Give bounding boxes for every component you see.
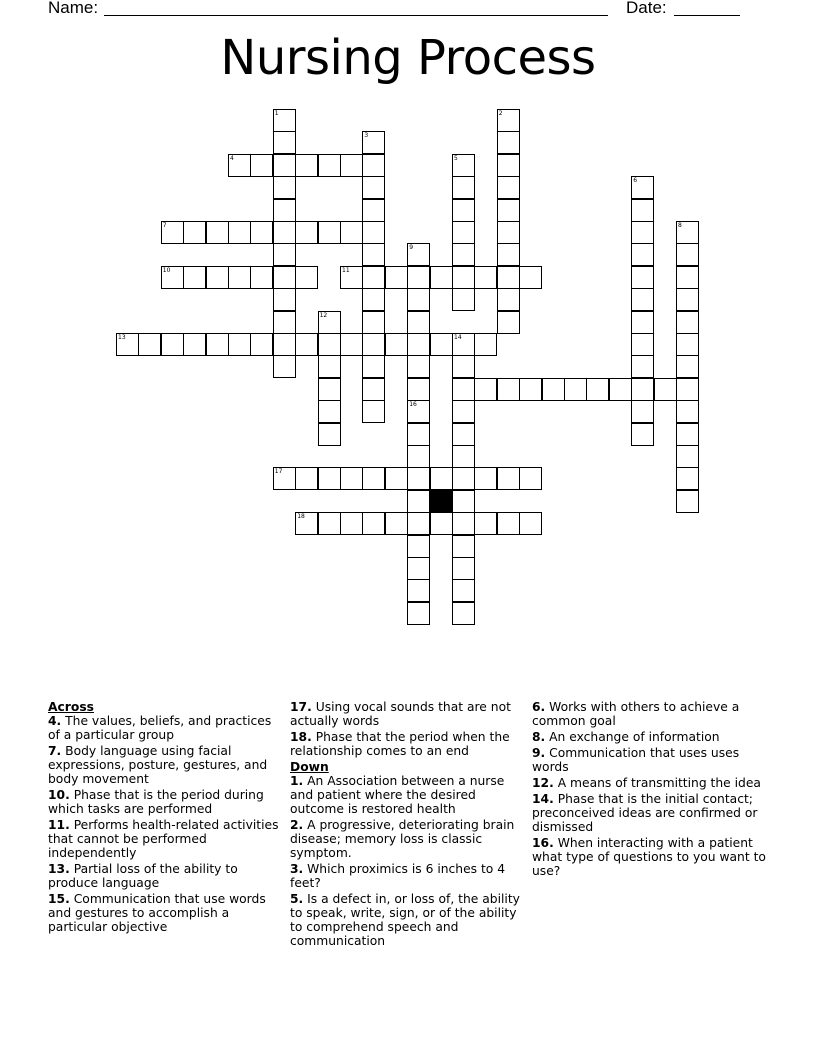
grid-cell[interactable] bbox=[407, 266, 430, 289]
grid-cell[interactable] bbox=[407, 288, 430, 311]
grid-cell[interactable] bbox=[340, 467, 363, 490]
grid-cell[interactable] bbox=[318, 221, 341, 244]
grid-cell[interactable] bbox=[474, 333, 497, 356]
grid-cell[interactable] bbox=[183, 221, 206, 244]
grid-cell[interactable] bbox=[228, 266, 251, 289]
grid-cell[interactable] bbox=[497, 176, 520, 199]
grid-cell[interactable] bbox=[385, 512, 408, 535]
grid-cell[interactable] bbox=[206, 266, 229, 289]
grid-cell[interactable] bbox=[273, 333, 296, 356]
grid-cell[interactable] bbox=[273, 243, 296, 266]
clue-number: 13 bbox=[118, 334, 126, 341]
grid-cell[interactable] bbox=[273, 288, 296, 311]
grid-cell[interactable] bbox=[654, 378, 677, 401]
down-clue bbox=[532, 746, 768, 774]
grid-cell[interactable] bbox=[206, 221, 229, 244]
grid-cell[interactable] bbox=[497, 266, 520, 289]
down-heading: Down bbox=[290, 760, 329, 774]
grid-cell[interactable] bbox=[497, 311, 520, 334]
grid-cell[interactable] bbox=[430, 266, 453, 289]
grid-cell[interactable] bbox=[452, 355, 475, 378]
clue-number: 16. bbox=[532, 836, 554, 850]
grid-cell[interactable] bbox=[407, 243, 430, 266]
grid-cell[interactable] bbox=[362, 378, 385, 401]
grid-cell[interactable] bbox=[407, 378, 430, 401]
grid-cell[interactable] bbox=[497, 154, 520, 177]
grid-cell[interactable] bbox=[273, 266, 296, 289]
clue-text: Phase that is the initial contact; preconceived ideas are confirmed or dismissed bbox=[532, 792, 758, 834]
down-clue bbox=[290, 774, 526, 816]
grid-cell[interactable] bbox=[318, 154, 341, 177]
grid-cell[interactable] bbox=[183, 333, 206, 356]
grid-cell[interactable] bbox=[497, 199, 520, 222]
grid-cell[interactable] bbox=[318, 423, 341, 446]
grid-cell[interactable] bbox=[676, 311, 699, 334]
grid-cell[interactable] bbox=[407, 333, 430, 356]
grid-cell[interactable] bbox=[452, 557, 475, 580]
grid-cell[interactable] bbox=[407, 535, 430, 558]
grid-cell[interactable] bbox=[273, 109, 296, 132]
grid-cell[interactable] bbox=[631, 423, 654, 446]
grid-cell[interactable] bbox=[340, 512, 363, 535]
grid-cell[interactable] bbox=[362, 176, 385, 199]
grid-cell[interactable] bbox=[318, 333, 341, 356]
grid-cell[interactable] bbox=[385, 467, 408, 490]
clues-column-3 bbox=[532, 700, 768, 880]
across-clue bbox=[48, 862, 284, 890]
clue-number: 11. bbox=[48, 818, 70, 832]
grid-cell[interactable] bbox=[430, 467, 453, 490]
grid-cell[interactable] bbox=[228, 154, 251, 177]
date-label: Date: bbox=[626, 0, 667, 17]
grid-cell[interactable] bbox=[250, 221, 273, 244]
grid-cell[interactable] bbox=[161, 221, 184, 244]
grid-cell[interactable] bbox=[273, 467, 296, 490]
clue-number: 9. bbox=[532, 746, 546, 760]
grid-cell[interactable] bbox=[362, 199, 385, 222]
grid-cell[interactable] bbox=[228, 221, 251, 244]
grid-cell[interactable] bbox=[273, 355, 296, 378]
grid-cell[interactable] bbox=[631, 355, 654, 378]
grid-cell[interactable] bbox=[407, 400, 430, 423]
grid-cell[interactable] bbox=[676, 378, 699, 401]
grid-cell[interactable] bbox=[273, 131, 296, 154]
grid-cell[interactable] bbox=[206, 333, 229, 356]
grid-cell[interactable] bbox=[362, 355, 385, 378]
clue-number: 14 bbox=[454, 334, 462, 341]
grid-cell[interactable] bbox=[452, 266, 475, 289]
clue-text: Communication that uses uses words bbox=[532, 746, 740, 774]
clue-number: 9 bbox=[409, 244, 414, 252]
grid-cell[interactable] bbox=[295, 333, 318, 356]
grid-cell[interactable] bbox=[295, 512, 318, 535]
grid-cell[interactable] bbox=[497, 243, 520, 266]
across-clue bbox=[48, 714, 284, 742]
down-clue bbox=[532, 730, 768, 744]
grid-cell[interactable] bbox=[295, 221, 318, 244]
grid-cell[interactable] bbox=[609, 378, 632, 401]
clues-column-1 bbox=[48, 700, 284, 936]
grid-cell[interactable] bbox=[631, 176, 654, 199]
grid-cell[interactable] bbox=[452, 154, 475, 177]
grid-cell[interactable] bbox=[631, 311, 654, 334]
grid-cell[interactable] bbox=[161, 266, 184, 289]
grid-cell[interactable] bbox=[407, 445, 430, 468]
grid-cell[interactable] bbox=[452, 423, 475, 446]
across-clue bbox=[48, 892, 284, 934]
grid-cell[interactable] bbox=[452, 243, 475, 266]
grid-cell[interactable] bbox=[407, 557, 430, 580]
grid-cell[interactable] bbox=[474, 512, 497, 535]
grid-cell[interactable] bbox=[295, 154, 318, 177]
grid-cell[interactable] bbox=[362, 400, 385, 423]
grid-cell[interactable] bbox=[228, 333, 251, 356]
down-clue bbox=[290, 892, 526, 948]
grid-cell[interactable] bbox=[676, 243, 699, 266]
name-label: Name: bbox=[48, 0, 99, 17]
clue-text: An exchange of information bbox=[545, 730, 720, 744]
grid-cell[interactable] bbox=[362, 333, 385, 356]
clue-number: 18 bbox=[297, 513, 305, 521]
grid-cell[interactable] bbox=[519, 378, 542, 401]
grid-cell[interactable] bbox=[676, 266, 699, 289]
grid-cell[interactable] bbox=[452, 467, 475, 490]
clue-number: 8 bbox=[678, 222, 682, 229]
grid-cell[interactable] bbox=[519, 467, 542, 490]
grid-cell[interactable] bbox=[497, 109, 520, 132]
grid-cell[interactable] bbox=[497, 131, 520, 154]
clue-number: 6 bbox=[633, 177, 638, 185]
clue-text: A means of transmitting the idea bbox=[553, 776, 761, 790]
grid-cell[interactable] bbox=[452, 378, 475, 401]
grid-cell[interactable] bbox=[362, 266, 385, 289]
grid-cell[interactable] bbox=[452, 288, 475, 311]
clue-number: 1. bbox=[290, 774, 304, 788]
grid-cell[interactable] bbox=[631, 400, 654, 423]
clue-number: 6. bbox=[532, 700, 546, 714]
clue-number: 7 bbox=[162, 222, 167, 229]
clue-number: 17. bbox=[290, 700, 312, 714]
clue-text: Body language using facial expressions, posture, gestures, and body movement bbox=[48, 744, 268, 786]
grid-cell[interactable] bbox=[273, 221, 296, 244]
grid-cell[interactable] bbox=[273, 199, 296, 222]
grid-cell[interactable] bbox=[452, 199, 475, 222]
grid-cell[interactable] bbox=[161, 333, 184, 356]
grid-cell[interactable] bbox=[631, 243, 654, 266]
grid-cell[interactable] bbox=[318, 355, 341, 378]
grid-cell[interactable] bbox=[497, 378, 520, 401]
down-clue bbox=[532, 700, 768, 728]
down-clue bbox=[532, 776, 768, 790]
grid-cell[interactable] bbox=[497, 467, 520, 490]
grid-cell[interactable] bbox=[138, 333, 161, 356]
grid-cell[interactable] bbox=[497, 288, 520, 311]
across-clue bbox=[290, 730, 526, 758]
grid-cell[interactable] bbox=[318, 378, 341, 401]
grid-cell[interactable] bbox=[452, 512, 475, 535]
grid-cell[interactable] bbox=[452, 333, 475, 356]
grid-cell[interactable] bbox=[452, 490, 475, 513]
grid-cell[interactable] bbox=[362, 221, 385, 244]
grid-cell[interactable] bbox=[295, 266, 318, 289]
grid-cell[interactable] bbox=[273, 311, 296, 334]
grid-cell[interactable] bbox=[452, 176, 475, 199]
clue-number: 3 bbox=[364, 132, 369, 140]
clue-number: 3. bbox=[290, 862, 304, 876]
grid-cell[interactable] bbox=[407, 579, 430, 602]
grid-cell[interactable] bbox=[340, 221, 363, 244]
grid-cell[interactable] bbox=[676, 490, 699, 513]
clue-number: 5 bbox=[454, 154, 458, 162]
grid-cell[interactable] bbox=[362, 311, 385, 334]
grid-cell[interactable] bbox=[340, 266, 363, 289]
grid-cell[interactable] bbox=[497, 512, 520, 535]
grid-cell[interactable] bbox=[631, 221, 654, 244]
grid-cell[interactable] bbox=[250, 266, 273, 289]
grid-cell[interactable] bbox=[407, 490, 430, 513]
grid-cell[interactable] bbox=[183, 266, 206, 289]
grid-cell[interactable] bbox=[676, 467, 699, 490]
grid-cell[interactable] bbox=[116, 333, 139, 356]
grid-cell[interactable] bbox=[362, 467, 385, 490]
grid-cell[interactable] bbox=[407, 311, 430, 334]
clue-text: Works with others to achieve a common goal bbox=[532, 700, 740, 728]
clue-number: 16 bbox=[409, 401, 417, 409]
clue-number: 10. bbox=[48, 788, 70, 802]
across-clue bbox=[48, 818, 284, 860]
grid-cell[interactable] bbox=[295, 467, 318, 490]
grid-cell[interactable] bbox=[407, 423, 430, 446]
down-clue bbox=[290, 818, 526, 860]
grid-cell[interactable] bbox=[519, 266, 542, 289]
clue-text: The values, beliefs, and practices of a particular group bbox=[48, 714, 272, 742]
grid-cell[interactable] bbox=[250, 154, 273, 177]
grid-cell[interactable] bbox=[452, 221, 475, 244]
grid-cell[interactable] bbox=[452, 579, 475, 602]
grid-cell[interactable] bbox=[474, 266, 497, 289]
clue-number: 7. bbox=[48, 744, 62, 758]
grid-cell[interactable] bbox=[430, 512, 453, 535]
grid-cell[interactable] bbox=[430, 333, 453, 356]
grid-cell[interactable] bbox=[407, 467, 430, 490]
grid-cell[interactable] bbox=[318, 467, 341, 490]
grid-cell[interactable] bbox=[586, 378, 609, 401]
grid-cell[interactable] bbox=[318, 512, 341, 535]
clue-text: Communication that use words and gestures to accomplish a particular objective bbox=[48, 892, 266, 934]
grid-cell[interactable] bbox=[676, 221, 699, 244]
down-clue bbox=[290, 862, 526, 890]
clue-text: A progressive, deteriorating brain disease; memory loss is classic symptom. bbox=[290, 818, 515, 860]
grid-cell[interactable] bbox=[407, 512, 430, 535]
grid-cell[interactable] bbox=[631, 266, 654, 289]
clue-number: 4 bbox=[230, 154, 234, 162]
clue-number: 1 bbox=[274, 110, 279, 117]
grid-cell[interactable] bbox=[452, 445, 475, 468]
clue-text: Phase that the period when the relationship comes to an end bbox=[290, 730, 510, 758]
clue-text: Using vocal sounds that are not actually words bbox=[290, 700, 511, 728]
clue-number: 15. bbox=[48, 892, 70, 906]
clue-number: 18. bbox=[290, 730, 312, 744]
black-square bbox=[430, 490, 453, 513]
clue-text: When interacting with a patient what type of questions to you want to use? bbox=[532, 836, 766, 878]
grid-cell[interactable] bbox=[631, 333, 654, 356]
grid-cell[interactable] bbox=[362, 288, 385, 311]
clues-column-2 bbox=[290, 700, 526, 950]
clue-text: An Association between a nurse and patient where the desired outcome is restored health bbox=[290, 774, 505, 816]
clue-number: 12. bbox=[532, 776, 554, 790]
grid-cell[interactable] bbox=[273, 154, 296, 177]
grid-cell[interactable] bbox=[452, 602, 475, 625]
grid-cell[interactable] bbox=[631, 288, 654, 311]
clue-text: Is a defect in, or loss of, the ability to speak, write, sign, or of the ability to comprehend speech and communication bbox=[290, 892, 520, 948]
grid-cell[interactable] bbox=[362, 243, 385, 266]
grid-cell[interactable] bbox=[318, 311, 341, 334]
grid-cell[interactable] bbox=[519, 512, 542, 535]
clue-number: 12 bbox=[319, 311, 328, 319]
grid-cell[interactable] bbox=[340, 333, 363, 356]
clue-number: 10 bbox=[162, 266, 171, 274]
grid-cell[interactable] bbox=[273, 176, 296, 199]
grid-cell[interactable] bbox=[676, 333, 699, 356]
grid-cell[interactable] bbox=[676, 355, 699, 378]
clue-text: Phase that is the period during which tasks are performed bbox=[48, 788, 264, 816]
clue-number: 8. bbox=[532, 730, 546, 744]
clue-number: 11 bbox=[342, 266, 350, 274]
grid-cell[interactable] bbox=[631, 378, 654, 401]
clue-number: 4. bbox=[48, 714, 62, 728]
across-clue bbox=[48, 788, 284, 816]
across-heading: Across bbox=[48, 700, 94, 714]
grid-cell[interactable] bbox=[676, 423, 699, 446]
grid-cell[interactable] bbox=[452, 400, 475, 423]
down-clue bbox=[532, 836, 768, 878]
grid-cell[interactable] bbox=[385, 266, 408, 289]
grid-cell[interactable] bbox=[250, 333, 273, 356]
down-clue bbox=[532, 792, 768, 834]
grid-cell[interactable] bbox=[362, 131, 385, 154]
grid-cell[interactable] bbox=[676, 445, 699, 468]
clue-number: 5. bbox=[290, 892, 304, 906]
grid-cell[interactable] bbox=[318, 400, 341, 423]
grid-cell[interactable] bbox=[385, 333, 408, 356]
clue-number: 2. bbox=[290, 818, 304, 832]
grid-cell[interactable] bbox=[407, 355, 430, 378]
grid-cell[interactable] bbox=[676, 400, 699, 423]
across-clue bbox=[48, 744, 284, 786]
page-title: Nursing Process bbox=[220, 30, 596, 86]
grid-cell[interactable] bbox=[407, 602, 430, 625]
clue-text: Which proximics is 6 inches to 4 feet? bbox=[290, 862, 506, 890]
clue-number: 2 bbox=[498, 110, 503, 117]
across-clue bbox=[290, 700, 526, 728]
clue-text: Performs health-related activities that cannot be performed independently bbox=[48, 818, 279, 860]
grid-cell[interactable] bbox=[340, 154, 363, 177]
grid-cell[interactable] bbox=[452, 535, 475, 558]
clue-number: 17 bbox=[274, 468, 283, 476]
grid-cell[interactable] bbox=[542, 378, 565, 401]
clue-text: Partial loss of the ability to produce language bbox=[48, 862, 238, 890]
grid-cell[interactable] bbox=[631, 199, 654, 222]
grid-cell[interactable] bbox=[474, 467, 497, 490]
clue-number: 14. bbox=[532, 792, 554, 806]
grid-cell[interactable] bbox=[497, 221, 520, 244]
grid-cell[interactable] bbox=[564, 378, 587, 401]
grid-cell[interactable] bbox=[362, 154, 385, 177]
grid-cell[interactable] bbox=[474, 378, 497, 401]
grid-cell[interactable] bbox=[676, 288, 699, 311]
clue-number: 13. bbox=[48, 862, 70, 876]
grid-cell[interactable] bbox=[362, 512, 385, 535]
